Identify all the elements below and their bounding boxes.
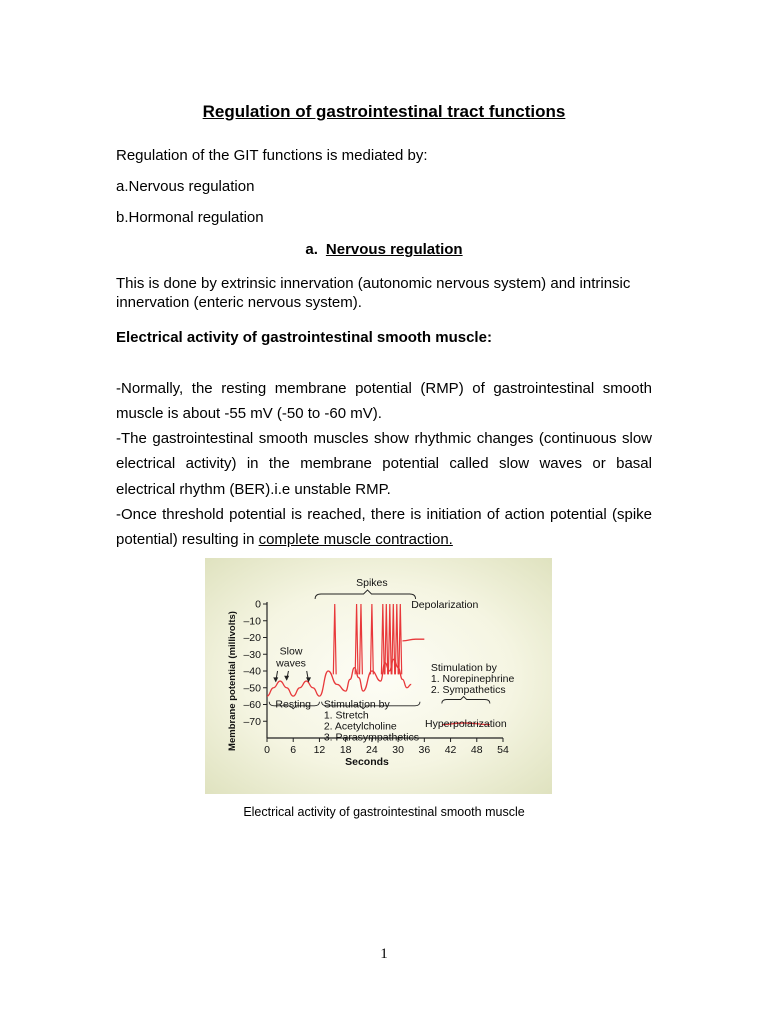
y-tick-label: –40 bbox=[243, 665, 261, 678]
y-tick-label: –70 bbox=[243, 715, 261, 728]
spike-mark bbox=[355, 604, 358, 674]
section-heading-text: Nervous regulation bbox=[325, 241, 463, 258]
hyperpolarization-label: Hyperpolarization bbox=[424, 717, 507, 730]
depolarization-label: Depolarization bbox=[411, 599, 479, 611]
figure-frame bbox=[205, 558, 552, 794]
slow-wave-arrowhead bbox=[273, 677, 278, 682]
stimulation-item: 3. Parasympathetics bbox=[323, 731, 419, 744]
y-axis-title: Membrane potential (millivolts) bbox=[227, 611, 238, 751]
x-tick-label: 12 bbox=[313, 744, 326, 756]
electrical-activity-chart bbox=[205, 558, 552, 794]
y-tick-label: –60 bbox=[243, 699, 261, 711]
stimulation2-label: Stimulation by bbox=[430, 662, 497, 674]
stimulation-item: 1. Stretch bbox=[323, 709, 369, 722]
section-marker: a. bbox=[305, 241, 318, 258]
spike-mark bbox=[370, 604, 373, 674]
spikes-brace bbox=[315, 590, 416, 599]
x-axis-title: Seconds bbox=[345, 756, 389, 768]
stimulation-label: Stimulation by bbox=[323, 698, 390, 711]
y-tick-label: –20 bbox=[243, 632, 261, 644]
figure-caption: Electrical activity of gastrointestinal smooth muscle bbox=[243, 805, 525, 819]
spike-mark bbox=[395, 604, 398, 674]
resting-label: Resting bbox=[275, 698, 312, 711]
subheading-electrical-activity: Electrical activity of gastrointestinal smooth muscle: bbox=[116, 329, 492, 346]
x-tick-label: 24 bbox=[366, 744, 378, 756]
y-tick-label: –10 bbox=[243, 615, 261, 628]
spike-mark bbox=[381, 604, 384, 674]
paragraph-rmp: -Normally, the resting membrane potential (RMP) of gastrointestinal smooth muscle is about -55 mV (-50 to -60 mV). bbox=[116, 380, 652, 423]
x-tick-label: 54 bbox=[497, 744, 509, 756]
y-tick-label: –30 bbox=[243, 648, 261, 661]
spike-mark bbox=[360, 604, 363, 674]
spike-mark bbox=[392, 604, 395, 674]
x-tick-label: 42 bbox=[444, 744, 457, 756]
hyperpolarization-brace bbox=[442, 697, 490, 704]
stimulation-item: 2. Acetylcholine bbox=[323, 720, 397, 733]
y-tick-label: 0 bbox=[255, 598, 261, 611]
x-tick-label: 0 bbox=[264, 744, 270, 756]
paragraph-threshold-text: -Once threshold potential is reached, there is initiation of action potential (spike potential) resulting in bbox=[116, 506, 652, 549]
list-item-nervous: a.Nervous regulation bbox=[116, 178, 255, 195]
paragraph-innervation: This is done by extrinsic innervation (autonomic nervous system) and intrinsic innervation (enteric nervous system). bbox=[116, 275, 631, 311]
spike-mark bbox=[399, 604, 402, 674]
x-tick-label: 48 bbox=[470, 744, 483, 756]
spikes-label: Spikes bbox=[356, 577, 388, 589]
x-tick-label: 30 bbox=[392, 744, 404, 756]
slow-waves-label-2: waves bbox=[276, 657, 306, 670]
paragraph-slow-waves: -The gastrointestinal smooth muscles show rhythmic changes (continuous slow electrical activity) in the membrane potential called slow waves or basal electrical rhythm (BER).i.e unstable RMP. bbox=[116, 430, 652, 498]
section-heading-nervous-regulation bbox=[0, 240, 768, 259]
resting-wave-trace bbox=[267, 681, 319, 696]
x-tick-label: 18 bbox=[339, 744, 352, 756]
x-tick-label: 6 bbox=[290, 744, 297, 756]
document-title: Regulation of gastrointestinal tract functions bbox=[202, 102, 566, 121]
x-tick-label: 36 bbox=[418, 744, 431, 756]
depolarization-trace bbox=[402, 639, 424, 641]
slow-waves-label-1: Slow bbox=[279, 645, 303, 658]
slow-wave-arrowhead bbox=[284, 676, 289, 681]
y-tick-label: –50 bbox=[243, 682, 261, 695]
page-number: 1 bbox=[380, 946, 388, 962]
stimulation2-item: 1. Norepinephrine bbox=[430, 673, 515, 685]
list-item-hormonal: b.Hormonal regulation bbox=[116, 209, 264, 226]
stimulation2-item: 2. Sympathetics bbox=[430, 684, 506, 696]
paragraph-threshold bbox=[116, 502, 652, 553]
complete-muscle-contraction-text: complete muscle contraction. bbox=[258, 531, 453, 549]
spike-mark bbox=[333, 604, 336, 674]
intro-text: Regulation of the GIT functions is mediated by: bbox=[116, 147, 428, 164]
spike-mark bbox=[388, 604, 391, 674]
